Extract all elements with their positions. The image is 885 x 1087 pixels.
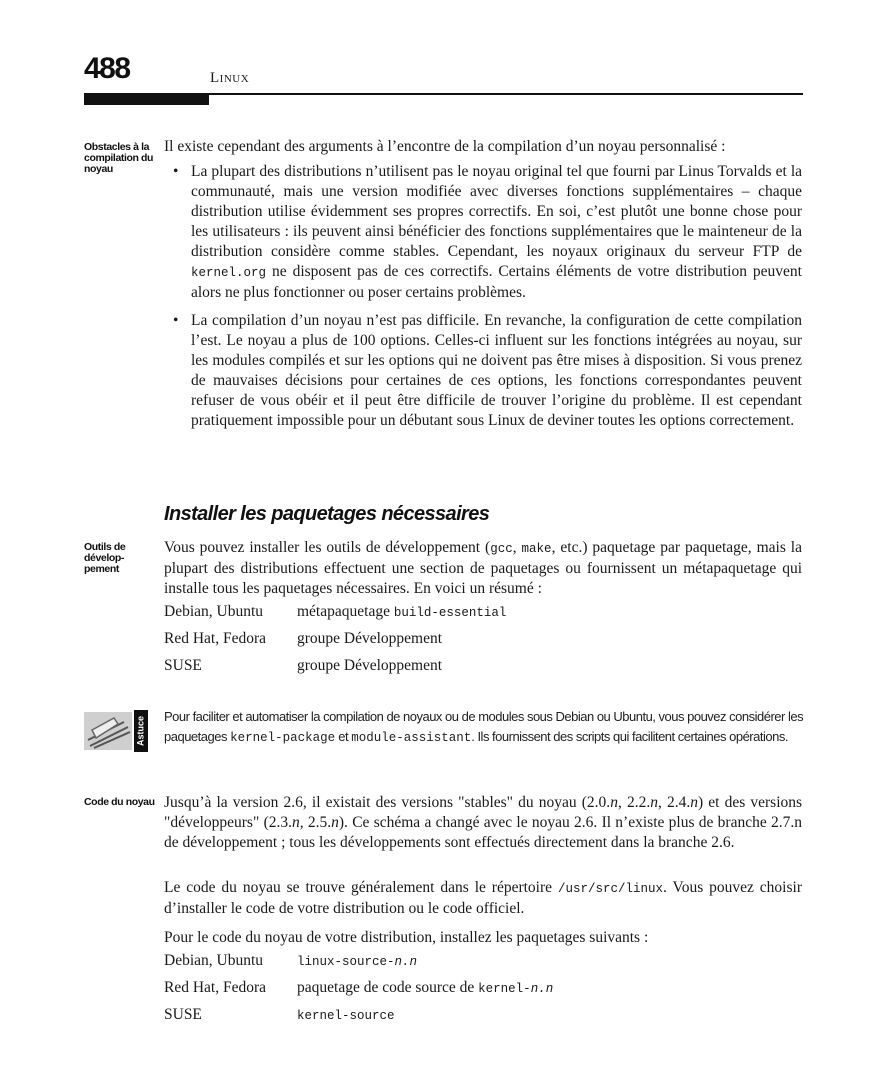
text: . Ils fournissent des scripts qui facilitent certaines opérations. <box>471 729 788 744</box>
table-row <box>164 652 506 679</box>
distro-cell: Debian, Ubuntu <box>164 602 264 620</box>
distro-cell: SUSE <box>164 656 202 674</box>
packages-table <box>164 598 506 679</box>
distro-cell: Red Hat, Fedora <box>164 629 267 647</box>
inline-code: kernel.org <box>191 266 267 280</box>
inline-code-italic: n.n <box>530 981 554 996</box>
inline-code: kernel-source <box>297 1008 395 1023</box>
table-row <box>164 598 506 625</box>
text: et <box>335 729 352 744</box>
inline-code: kernel-package <box>230 731 336 745</box>
package-cell: groupe Développement <box>297 629 443 647</box>
tip-note <box>164 707 804 748</box>
italic-n: n <box>690 794 698 811</box>
text: Le code du noyau se trouve généralement dans le répertoire <box>164 879 558 896</box>
italic-n: n <box>291 814 300 831</box>
package-cell: groupe Développement <box>297 656 443 674</box>
italic-n: n <box>331 814 339 831</box>
tip-label: Astuce <box>135 715 146 747</box>
inline-code-italic: n.n <box>394 954 418 969</box>
sidenote-obstacles: Obstacles à la compilation du noyau <box>84 141 154 175</box>
inline-code: module-assistant <box>351 731 472 745</box>
package-cell <box>297 947 553 974</box>
text: ). Ce schéma a changé avec le noyau 2.6. Il n’existe plus de branche 2.7.n de développement ; tous les développements sont effectués directement dans la branche 2.6. <box>164 814 802 851</box>
text: métapaquetage <box>297 602 394 620</box>
text: Vous pouvez installer les outils de développement ( <box>164 539 491 556</box>
text: Pour faciliter et automatiser la compilation de noyaux ou de modules sous Debian ou Ubuntu, vous pouvez considérer les paquetages <box>164 709 804 744</box>
table-row <box>164 974 553 1001</box>
inline-code: /usr/src/linux <box>557 882 663 896</box>
tip-icon <box>84 710 148 752</box>
inline-code: kernel- <box>478 981 531 996</box>
list-item <box>173 162 802 303</box>
sidenote-tools: Outils de dévelop-pement <box>84 541 126 575</box>
inline-code: make <box>521 542 552 556</box>
sidenote-code: Code du noyau <box>84 796 155 808</box>
text: , <box>512 539 522 556</box>
inline-code: linux-source- <box>297 954 395 969</box>
text: , 2.5. <box>299 814 332 831</box>
table-row <box>164 625 506 652</box>
header-bar <box>84 95 209 105</box>
package-cell <box>297 974 553 1001</box>
bullet-text: La compilation d’un noyau n’est pas difficile. En revanche, la configuration de cette compilation l’est. Le noyau a plus de 100 options. Celles-ci influent sur les fonctions intégrées au noyau, sur les modules compilés et sur les options qui ne doivent pas être mises à disposition. Si vous prenez de mauvaises décisions pour certaines de ces options, les fonctions correspondantes peuvent refuser de vous obéir et il peut être difficile de trouver l’origine du problème. Il est cependant pratiquement impossible pour un débutant sous Linux de deviner toutes les options correctement. <box>191 312 802 429</box>
section-heading: Installer les paquetages nécessaires <box>164 503 490 525</box>
source-packages-table <box>164 947 553 1028</box>
list-item <box>173 311 802 431</box>
bullet-text: La plupart des distributions n’utilisent pas le noyau original tel que fourni par Linus Torvalds et la communauté, mais une version modifiée avec diverses fonctions supplémentaires – chaque distribution utilise évidemment ses propres correctifs. En soi, c’est plutôt une bonne chose pour les utilisateurs : ils peuvent ainsi bénéficier des fonctions supplémentaires que le mainteneur de la distribution considère comme stables. Cependant, les noyaux originaux du serveur FTP de <box>191 163 802 260</box>
inline-code: gcc <box>490 542 513 556</box>
text: ) et des versions "développeurs" (2.3. <box>164 794 803 831</box>
text: Jusqu’à la version 2.6, il existait des versions "stables" du noyau (2.0. <box>164 794 611 811</box>
italic-n: n <box>650 794 658 811</box>
text: , 2.4. <box>657 794 691 811</box>
text: , etc.) paquetage par paquetage, mais la plupart des distributions effectuent une section de paquetages ou fournissent un métapaquetage qui installe tous les paquetages nécessaires. En voici un résumé : <box>164 539 802 597</box>
distro-cell: SUSE <box>164 1005 202 1023</box>
text: paquetage de code source de <box>297 978 479 996</box>
versions-paragraph <box>164 793 802 853</box>
running-title: Linux <box>210 70 250 86</box>
italic-n: n <box>610 794 618 811</box>
tools-paragraph <box>164 538 802 599</box>
package-cell <box>297 1001 553 1028</box>
distro-cell: Red Hat, Fedora <box>164 978 267 996</box>
text: , 2.2. <box>617 794 651 811</box>
table-row <box>164 1001 553 1028</box>
location-paragraph <box>164 878 802 919</box>
inline-code: build-essential <box>393 605 507 620</box>
table-row <box>164 947 553 974</box>
distro-cell: Debian, Ubuntu <box>164 951 264 969</box>
page-number: 488 <box>84 52 130 85</box>
argument-list <box>173 162 802 431</box>
text: . Vous pouvez choisir d’installer le code de votre distribution ou le code officiel. <box>164 879 802 917</box>
install-intro: Pour le code du noyau de votre distribution, installez les paquetages suivants : <box>164 929 649 946</box>
bullet-text: ne disposent pas de ces correctifs. Certains éléments de votre distribution peuvent alors ne plus fonctionner ou poser certains problèmes. <box>191 263 802 301</box>
intro-paragraph: Il existe cependant des arguments à l’encontre de la compilation d’un noyau personnalisé : <box>164 138 726 155</box>
package-cell <box>297 598 506 625</box>
